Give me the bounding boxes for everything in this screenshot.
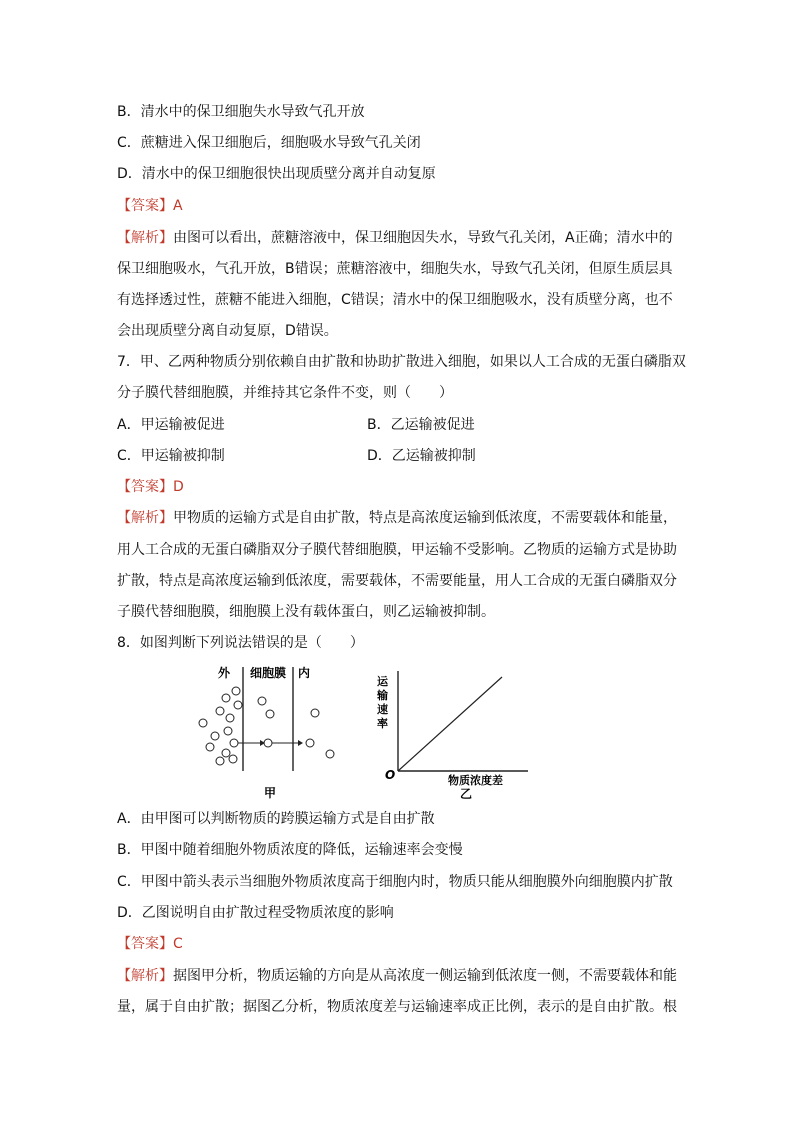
q7-stem-line-2: 分子膜代替细胞膜，并维持其它条件不变，则（ ） xyxy=(117,385,453,401)
molecule xyxy=(230,739,238,747)
molecule xyxy=(306,739,314,747)
molecule xyxy=(211,732,219,740)
molecule xyxy=(222,749,230,757)
answer-value: D xyxy=(173,479,184,495)
analysis-text: 由图可以看出，蔗糖溶液中，保卫细胞因失水，导致气孔关闭，A正确；清水中的 xyxy=(173,230,673,246)
q6-analysis-line-1 xyxy=(117,228,673,248)
q8-analysis-line-1 xyxy=(117,966,677,986)
q8-option-d: D．乙图说明自由扩散过程受物质浓度的影响 xyxy=(117,905,394,921)
origin-label: O xyxy=(385,768,396,782)
q6-option-d: D．清水中的保卫细胞很快出现质壁分离并自动复原 xyxy=(117,166,436,182)
figure-yi xyxy=(376,671,528,801)
label-yi: 乙 xyxy=(460,787,473,801)
molecule xyxy=(266,710,274,718)
molecule xyxy=(226,714,234,722)
q8-option-c: C．甲图中箭头表示当细胞外物质浓度高于细胞内时，物质只能从细胞膜外向细胞膜内扩散 xyxy=(117,874,673,890)
answer-label: 【答案】 xyxy=(117,479,173,495)
molecule xyxy=(216,707,224,715)
q6-analysis-line-4: 会出现质壁分离自动复原，D错误。 xyxy=(117,323,338,339)
molecule xyxy=(234,701,242,709)
analysis-label: 【解析】 xyxy=(117,230,173,246)
q6-analysis-line-3: 有选择透过性，蔗糖不能进入细胞，C错误；清水中的保卫细胞吸水，没有质壁分离，也不 xyxy=(117,292,673,308)
q6-answer xyxy=(117,196,183,216)
q8-answer xyxy=(117,934,183,954)
q8-option-a: A．由甲图可以判断物质的跨膜运输方式是自由扩散 xyxy=(117,811,435,827)
y-axis-char: 输 xyxy=(377,689,388,702)
molecule xyxy=(229,755,237,763)
analysis-text: 据图甲分析，物质运输的方向是从高浓度一侧运输到低浓度一侧，不需要载体和能 xyxy=(173,968,677,984)
figure-jia xyxy=(199,665,334,800)
x-axis-label: 物质浓度差 xyxy=(448,774,503,787)
label-membrane: 细胞膜 xyxy=(250,666,287,680)
molecule xyxy=(206,743,214,751)
q7-analysis-line-3: 扩散，特点是高浓度运输到低浓度，需要载体，不需要能量，用人工合成的无蛋白磷脂双分 xyxy=(117,573,677,589)
q7-analysis-line-2: 用人工合成的无蛋白磷脂双分子膜代替细胞膜，甲运输不受影响。乙物质的运输方式是协助 xyxy=(117,542,677,558)
q7-option-d: D．乙运输被抑制 xyxy=(367,448,476,464)
molecule xyxy=(264,739,272,747)
q7-option-b: B．乙运输被促进 xyxy=(367,417,475,433)
molecule xyxy=(216,757,224,765)
molecule xyxy=(326,750,334,758)
q8-figure xyxy=(190,663,540,803)
molecule xyxy=(232,687,240,695)
answer-value: C xyxy=(173,936,183,952)
rate-line xyxy=(398,677,502,771)
q8-analysis-line-2: 量，属于自由扩散；据图乙分析，物质浓度差与运输速率成正比例，表示的是自由扩散。根 xyxy=(117,999,677,1015)
answer-label: 【答案】 xyxy=(117,198,173,214)
label-jia: 甲 xyxy=(264,786,277,800)
molecules xyxy=(199,687,334,765)
molecule xyxy=(222,694,230,702)
molecule xyxy=(199,719,207,727)
q7-analysis-line-1 xyxy=(117,508,677,528)
analysis-label: 【解析】 xyxy=(117,510,173,526)
molecule xyxy=(258,697,266,705)
q6-option-c: C．蔗糖进入保卫细胞后，细胞吸水导致气孔关闭 xyxy=(117,135,421,151)
molecule xyxy=(311,709,319,717)
y-axis-char: 运 xyxy=(377,675,388,688)
analysis-text: 甲物质的运输方式是自由扩散，特点是高浓度运输到低浓度，不需要载体和能量， xyxy=(173,510,677,526)
y-axis-char: 率 xyxy=(377,717,388,730)
q7-answer xyxy=(117,477,184,497)
label-outside: 外 xyxy=(218,666,231,680)
q6-option-b: B．清水中的保卫细胞失水导致气孔开放 xyxy=(117,104,365,120)
q8-stem: 8．如图判断下列说法错误的是（ ） xyxy=(117,635,364,651)
q8-option-b: B．甲图中随着细胞外物质浓度的降低，运输速率会变慢 xyxy=(117,842,463,858)
analysis-label: 【解析】 xyxy=(117,968,173,984)
q7-option-a: A．甲运输被促进 xyxy=(117,417,225,433)
molecule xyxy=(224,727,232,735)
label-inside: 内 xyxy=(298,666,311,680)
y-axis-char: 速 xyxy=(377,703,388,716)
q7-option-c: C．甲运输被抑制 xyxy=(117,448,225,464)
q6-analysis-line-2: 保卫细胞吸水，气孔开放，B错误；蔗糖溶液中，细胞失水，导致气孔关闭，但原生质层具 xyxy=(117,261,673,277)
answer-value: A xyxy=(173,198,183,214)
answer-label: 【答案】 xyxy=(117,936,173,952)
q7-analysis-line-4: 子膜代替细胞膜，细胞膜上没有载体蛋白，则乙运输被抑制。 xyxy=(117,604,495,620)
arrow-head xyxy=(298,740,303,746)
q7-stem-line-1: 7．甲、乙两种物质分别依赖自由扩散和协助扩散进入细胞，如果以人工合成的无蛋白磷脂双 xyxy=(117,354,686,370)
